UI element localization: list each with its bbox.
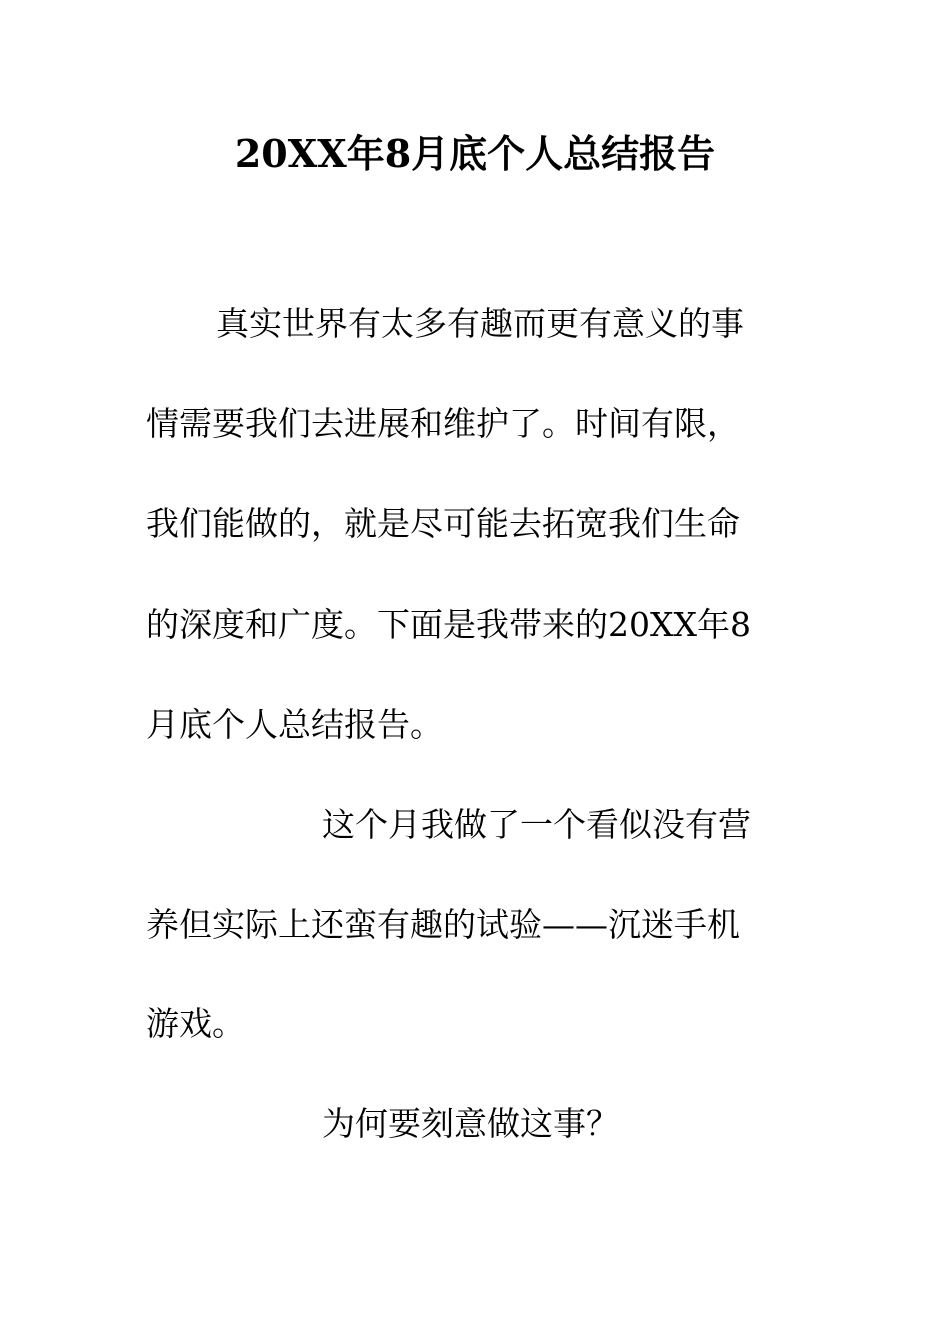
document-title: 20XX年8月底个人总结报告 (234, 131, 716, 176)
paragraph-line: 的深度和广度。下面是我带来的20XX年8 (146, 605, 751, 644)
paragraph-line: 这个月我做了一个看似没有营 (322, 805, 751, 844)
paragraph-line: 月底个人总结报告。 (146, 705, 443, 744)
paragraph-line: 我们能做的，就是尽可能去拓宽我们生命 (146, 504, 740, 543)
paragraph-line: 养但实际上还蛮有趣的试验——沉迷手机 (146, 905, 740, 944)
question-line: 为何要刻意做这事？ (322, 1104, 619, 1143)
paragraph-line: 真实世界有太多有趣而更有意义的事 (216, 304, 744, 343)
paragraph-line: 游戏。 (146, 1004, 245, 1043)
paragraph-line: 情需要我们去进展和维护了。时间有限， (146, 404, 740, 443)
